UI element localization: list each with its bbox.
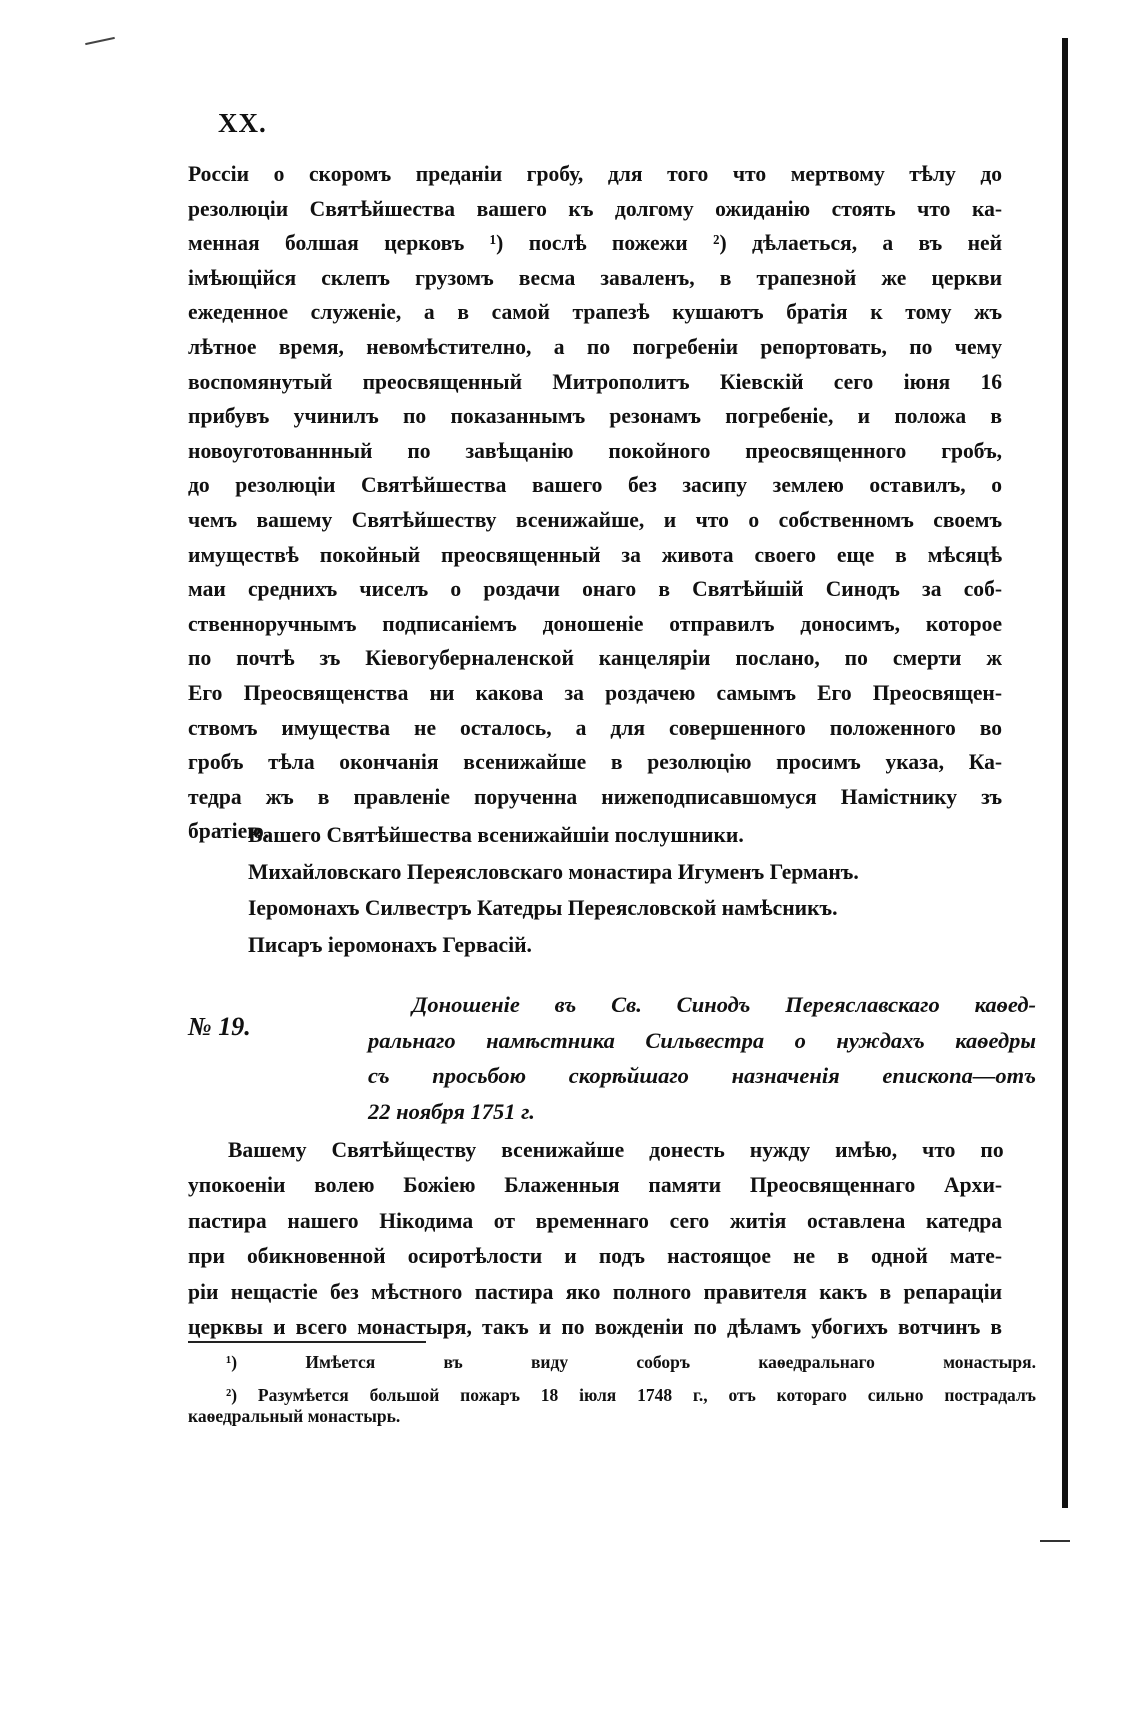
body-line: до резолюцiи Святѣйшества вашего без засипу землею оставилъ, о [188,472,1003,498]
document-line: пастира нашего Нiкодима от временнаго сего житiя оставлена катедра [188,1207,1003,1233]
body-line: по почтѣ зъ Кiевогуберналенской канцелярiи послано, по смерти ж [188,645,1003,671]
body-line: прибувъ учинилъ по показаннымъ резонамъ погребенiе, и положа в [188,403,1003,429]
footnote: ²) Разумѣется большой пожаръ 18 iюля 1748 г., отъ котораго сильно пострадалъ [226,1385,1036,1405]
body-line: братiею. [188,818,270,844]
signature-line: Iеромонахъ Силвестръ Катедры Переясловской намѣсникъ. [248,895,838,921]
scan-edge-mark [1040,1540,1070,1542]
title-line: ральнаго намѣстника Сильвестра о нуждахъ каѳедры [368,1027,1036,1053]
scan-mark [85,37,115,45]
body-line: Его Преосвященства ни какова за роздачею самымъ Его Преосвящен- [188,680,1003,705]
document-line: Вашему Святѣйществу всенижайше донесть нужду имѣю, что по [228,1137,1004,1162]
body-line: гробъ тѣла окончанiя всенижайше в резолюцiю просимъ указа, Ка- [188,749,1003,775]
body-line: менная болшая церковъ ¹) послѣ пожежи ²) дѣлаеться, а въ ней [188,230,1003,256]
body-line: ежеденное служенiе, а в самой трапезѣ кушаютъ братiя к тому жъ [188,299,1003,325]
footnote: каѳедральный монастырь. [188,1406,401,1426]
footnote-rule [188,1341,426,1343]
signature-line: Михайловскаго Переясловскаго монастира Игуменъ Германъ. [248,858,859,884]
body-line: ствомъ имущества не осталось, а для совершенного положенного во [188,714,1003,740]
footnote: ¹) Имѣется въ виду соборъ каѳедральнаго монастыря. [226,1352,1036,1372]
document-number: № 19. [188,1012,251,1041]
document-line: при обикновенной осиротѣлости и подъ настоящое не в одной мате- [188,1243,1003,1269]
title-line: Доношенiе въ Св. Синодъ Переяславскаго каѳед- [412,992,1036,1017]
body-line: iмѣющiйся склепъ грузомъ весма заваленъ, в трапезной же церкви [188,264,1003,290]
body-line: маи среднихъ чиселъ о роздачи онаго в Святѣйшiй Синодъ за соб- [188,576,1003,602]
body-line: тедра жъ в правленiе порученна нижеподписавшомуся Намiстнику зъ [188,783,1003,809]
body-line: имуществѣ покойный преосвященный за живота своего еще в мѣсяцѣ [188,541,1003,567]
signature-line: Писаръ iеромонахъ Гервасiй. [248,932,532,958]
body-line: чемъ вашему Святѣйшеству всенижайше, и что о собственномъ своемъ [188,507,1003,532]
body-line: ственноручнымъ подписанiемъ доношенiе отправилъ доносимъ, которое [188,610,1003,636]
body-line: Россiи о скоромъ преданiи гробу, для того что мертвому тѣлу до [188,161,1003,186]
page-number: XX. [218,108,267,138]
document-line: рiи нещастiе без мѣстного пастира яко полного правителя какъ в репарацiи [188,1278,1003,1304]
body-line: резолюцiи Святѣйшества вашего къ долгому ожиданiю стоять что ка- [188,195,1003,221]
document-line: упокоенiи волею Божiею Блаженныя памяти Преосвященнаго Архи- [188,1172,1003,1198]
body-line: лѣтное время, невомѣстително, а по погребенiи репортовать, по чему [188,334,1003,359]
document-line: церквы и всего монастыря, такъ и по вожденiи по дѣламъ убогихъ вотчинъ в [188,1314,1003,1339]
title-line: 22 ноября 1751 г. [368,1099,535,1125]
signature-line: Вашего Святѣйшества всенижайшiи послушники. [248,822,744,847]
title-line: съ просьбою скорѣйшаго назначенiя епископа—отъ [368,1063,1036,1089]
body-line: воспомянутый преосвященный Митрополитъ Кiевскiй сего iюня 16 [188,368,1003,394]
scan-edge-bar [1062,38,1068,1508]
body-line: новоуготованнный по завѣщанiю покойного преосвященного гробъ, [188,437,1003,463]
